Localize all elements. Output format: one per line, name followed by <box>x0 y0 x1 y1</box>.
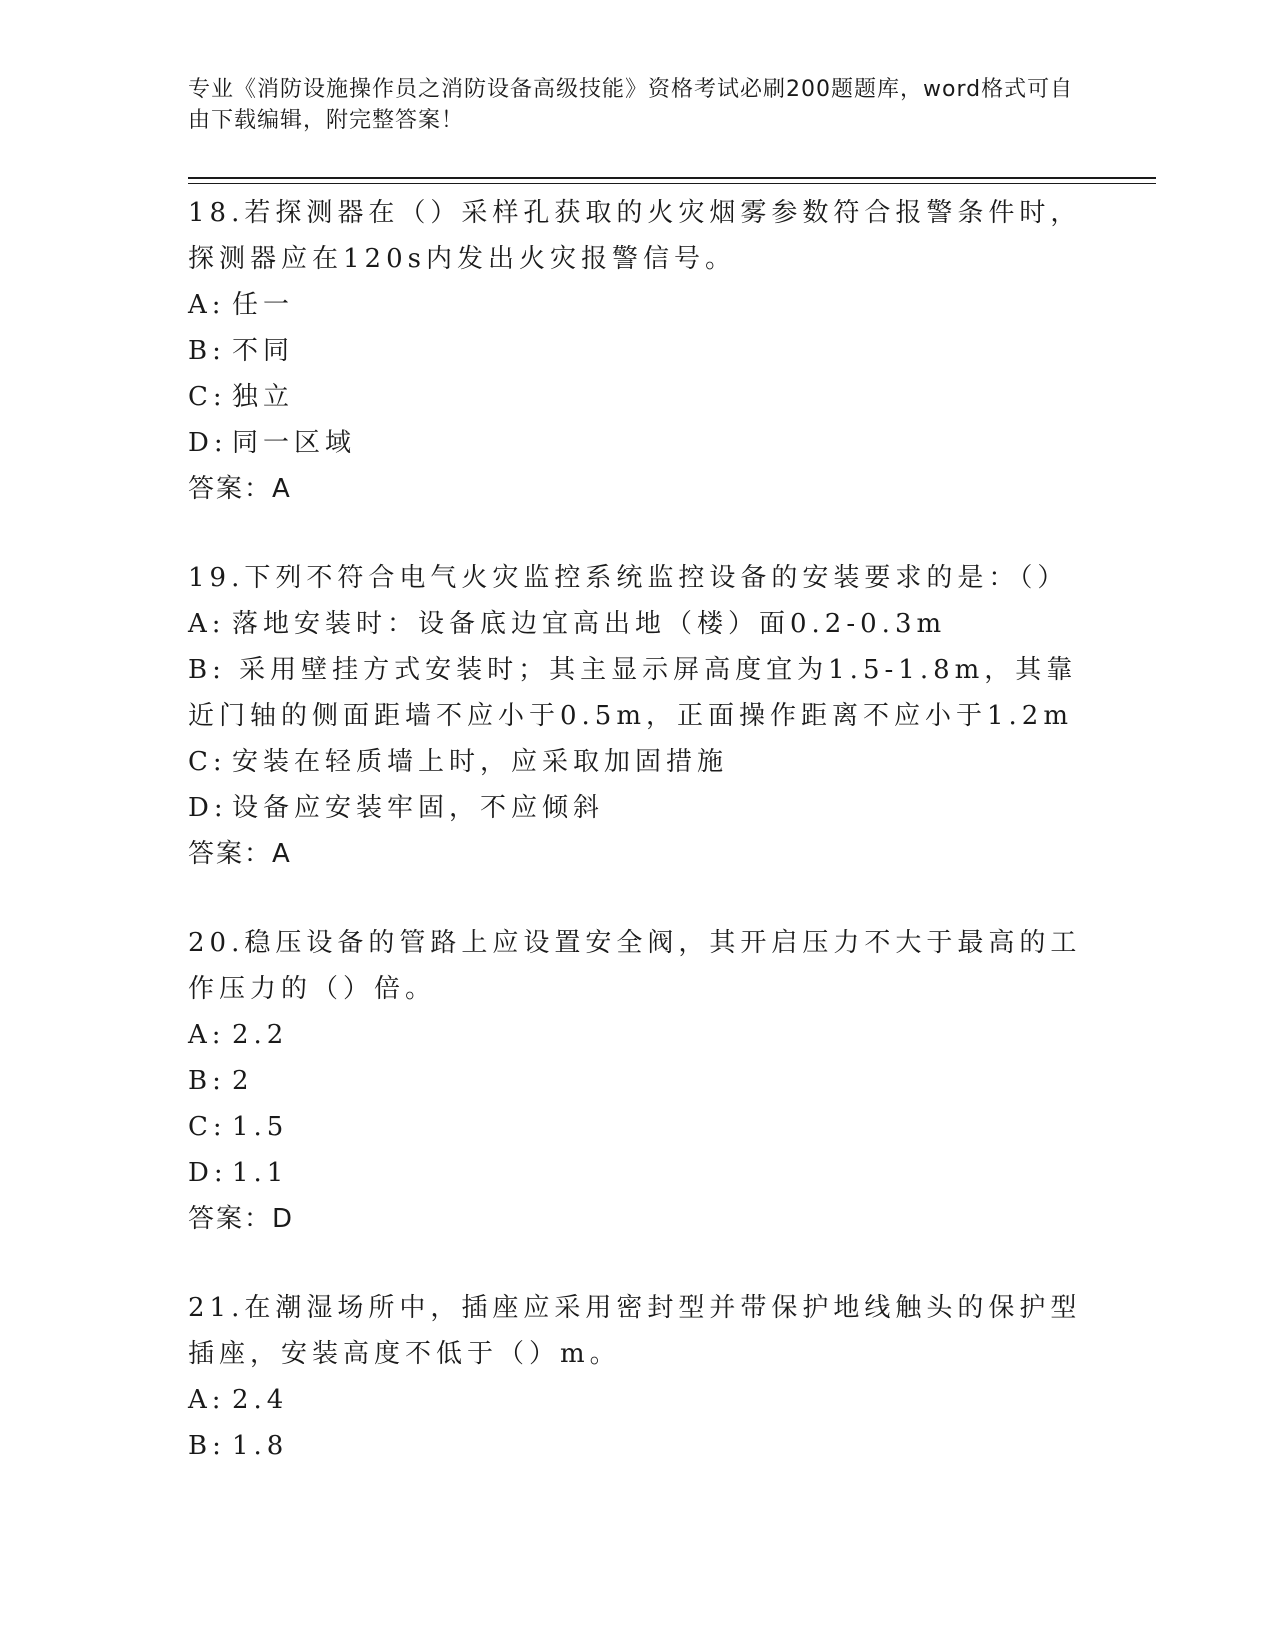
question-20 <box>188 920 1088 1242</box>
question-18 <box>188 190 1088 512</box>
option-c <box>188 374 1088 420</box>
option-key: C: <box>188 382 227 412</box>
option-text: 1.1 <box>232 1158 289 1188</box>
option-text: 2.2 <box>232 1020 289 1050</box>
option-key: C: <box>188 1112 227 1142</box>
option-a <box>188 1012 1088 1058</box>
header-rule-thick <box>188 177 1156 179</box>
option-text: 1.8 <box>232 1431 289 1461</box>
option-text: 2 <box>232 1066 254 1096</box>
question-19 <box>188 555 1088 877</box>
option-b <box>188 1423 1088 1469</box>
option-key: A: <box>188 290 226 320</box>
option-d <box>188 785 1088 831</box>
option-text: 同一区域 <box>232 428 357 458</box>
option-d <box>188 420 1088 466</box>
option-text: 1.5 <box>232 1112 289 1142</box>
option-a <box>188 601 1088 647</box>
option-key: A: <box>188 609 226 639</box>
option-key: B: <box>188 1066 226 1096</box>
option-key: D: <box>188 793 228 823</box>
option-key: B: <box>188 655 226 685</box>
option-text: 独立 <box>232 382 295 412</box>
option-b <box>188 328 1088 374</box>
option-c <box>188 1104 1088 1150</box>
document-header: 专业《消防设施操作员之消防设备高级技能》资格考试必刷200题题库，word格式可自由下载编辑，附完整答案！ <box>188 77 1074 133</box>
option-c <box>188 739 1088 785</box>
option-text: 2.4 <box>232 1385 289 1415</box>
option-key: D: <box>188 428 228 458</box>
answer: 答案：A <box>188 474 292 504</box>
option-b <box>188 647 1088 739</box>
option-text: 安装在轻质墙上时，应采取加固措施 <box>232 747 729 777</box>
header-rule-thin <box>188 183 1156 184</box>
option-b <box>188 1058 1088 1104</box>
question-21 <box>188 1285 1088 1469</box>
question-text: 20.稳压设备的管路上应设置安全阀，其开启压力不大于最高的工作压力的（）倍。 <box>188 928 1082 1004</box>
answer: 答案：D <box>188 1204 295 1234</box>
question-text: 21.在潮湿场所中，插座应采用密封型并带保护地线触头的保护型插座，安装高度不低于（）m。 <box>188 1293 1082 1369</box>
option-text: 采用壁挂方式安装时；其主显示屏高度宜为1.5-1.8m，其靠近门轴的侧面距墙不应小于0.5m，正面操作距离不应小于1.2m <box>188 655 1078 731</box>
option-key: D: <box>188 1158 228 1188</box>
option-key: A: <box>188 1020 226 1050</box>
option-text: 设备应安装牢固，不应倾斜 <box>232 793 605 823</box>
option-key: B: <box>188 336 226 366</box>
option-a <box>188 282 1088 328</box>
option-text: 落地安装时：设备底边宜高出地（楼）面0.2-0.3m <box>232 609 947 639</box>
question-text: 18.若探测器在（）采样孔获取的火灾烟雾参数符合报警条件时，探测器应在120s内发出火灾报警信号。 <box>188 198 1082 274</box>
option-text: 任一 <box>232 290 295 320</box>
option-key: B: <box>188 1431 226 1461</box>
option-key: C: <box>188 747 227 777</box>
option-text: 不同 <box>232 336 295 366</box>
option-d <box>188 1150 1088 1196</box>
question-text: 19.下列不符合电气火灾监控系统监控设备的安装要求的是：（） <box>188 563 1069 593</box>
option-a <box>188 1377 1088 1423</box>
answer: 答案：A <box>188 839 292 869</box>
option-key: A: <box>188 1385 226 1415</box>
